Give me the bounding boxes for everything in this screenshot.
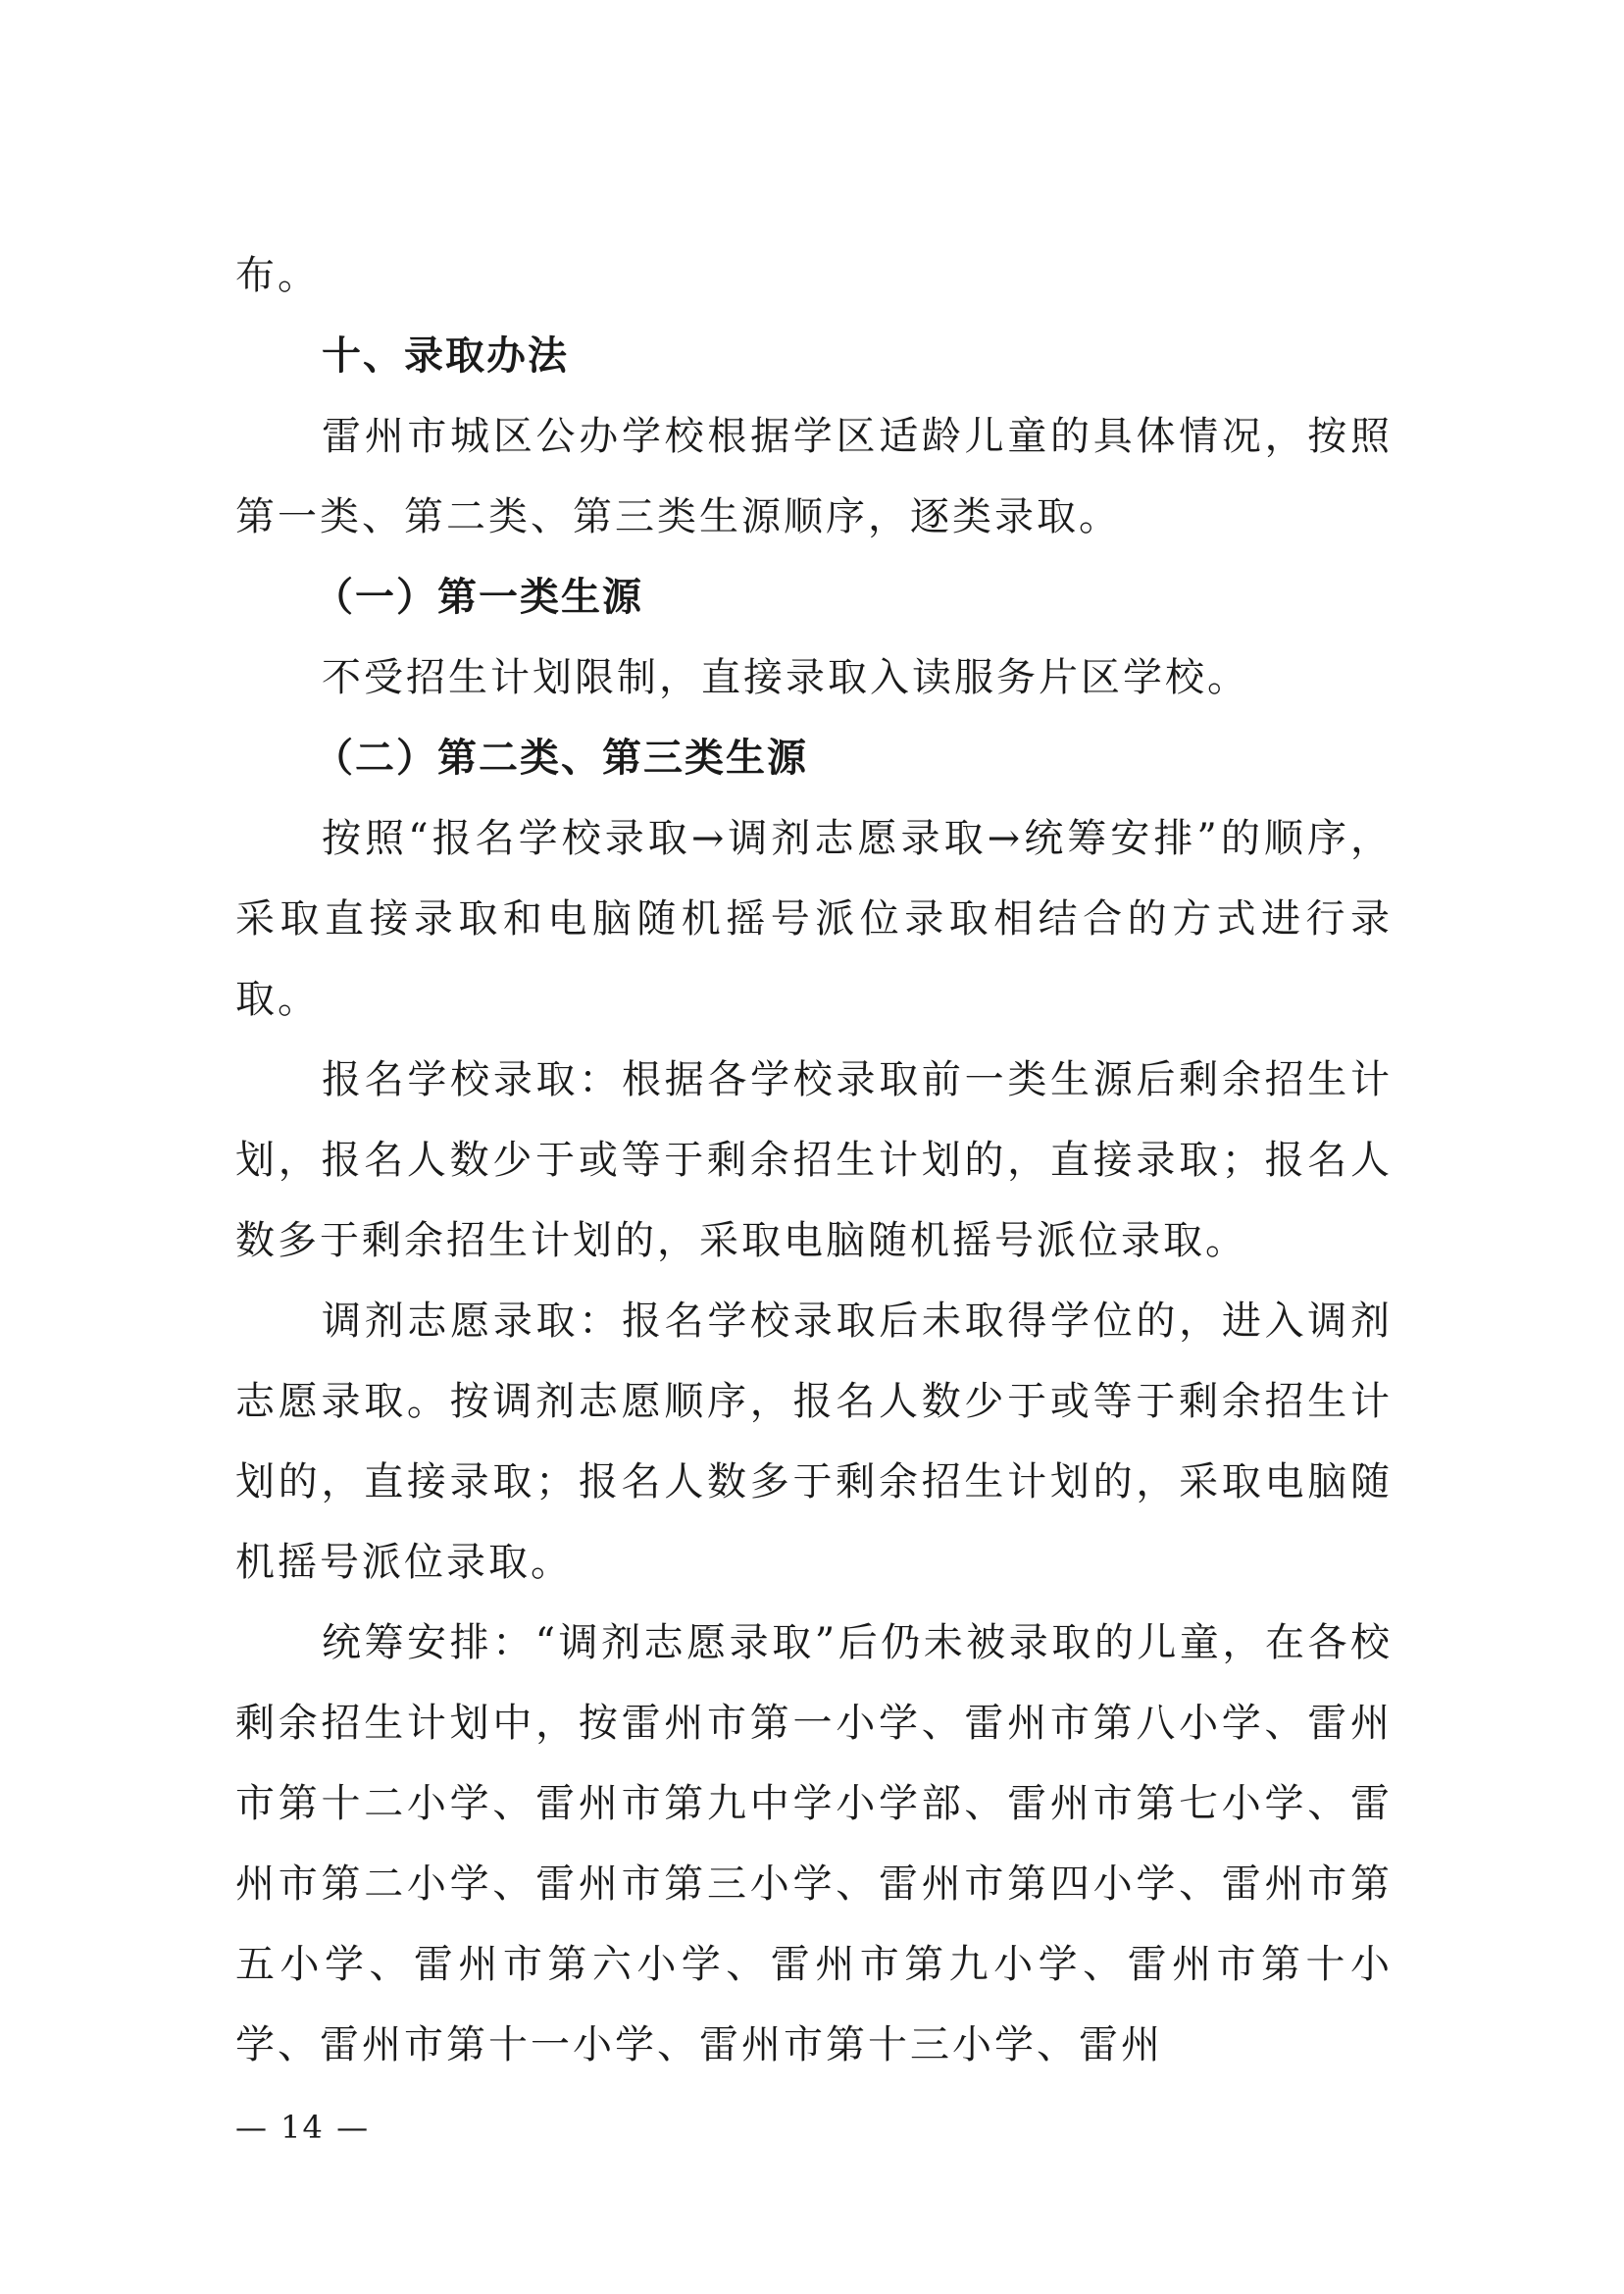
paragraph-admission-order: 按照“报名学校录取→调剂志愿录取→统筹安排”的顺序，采取直接录取和电脑随机摇号派位录取相结合的方式进行录取。 (235, 816, 1393, 1022)
subheading-first-category: （一）第一类生源 (314, 575, 643, 620)
subheading-second-third-category: （二）第二类、第三类生源 (314, 736, 808, 781)
page-number: — 14 — (235, 2109, 371, 2146)
paragraph-overall-arrangement: 统筹安排：“调剂志愿录取”后仍未被录取的儿童，在各校剩余招生计划中，按雷州市第一小学、雷州市第八小学、雷州市第十二小学、雷州市第九中学小学部、雷州市第七小学、雷州市第二小学、雷州市第三小学、雷州市第四小学、雷州市第五小学、雷州市第六小学、雷州市第九小学、雷州市第十小学、雷州市第十一小学、雷州市第十三小学、雷州 (235, 1620, 1393, 2067)
paragraph-admission-overview: 雷州市城区公办学校根据学区适龄儿童的具体情况，按照第一类、第二类、第三类生源顺序，逐类录取。 (235, 414, 1393, 539)
document-body (235, 235, 1393, 2085)
paragraph-first-category: 不受招生计划限制，直接录取入读服务片区学校。 (322, 655, 1249, 700)
paragraph-adjustment-admission: 调剂志愿录取：报名学校录取后未取得学位的，进入调剂志愿录取。按调剂志愿顺序，报名人数少于或等于剩余招生计划的，直接录取；报名人数多于剩余招生计划的，采取电脑随机摇号派位录取。 (235, 1299, 1393, 1585)
paragraph-registered-school-admission: 报名学校录取：根据各学校录取前一类生源后剩余招生计划，报名人数少于或等于剩余招生计划的，直接录取；报名人数多于剩余招生计划的，采取电脑随机摇号派位录取。 (235, 1057, 1393, 1263)
section-heading-admission-method: 十、录取办法 (322, 333, 569, 379)
paragraph-continuation: 布。 (235, 253, 320, 298)
